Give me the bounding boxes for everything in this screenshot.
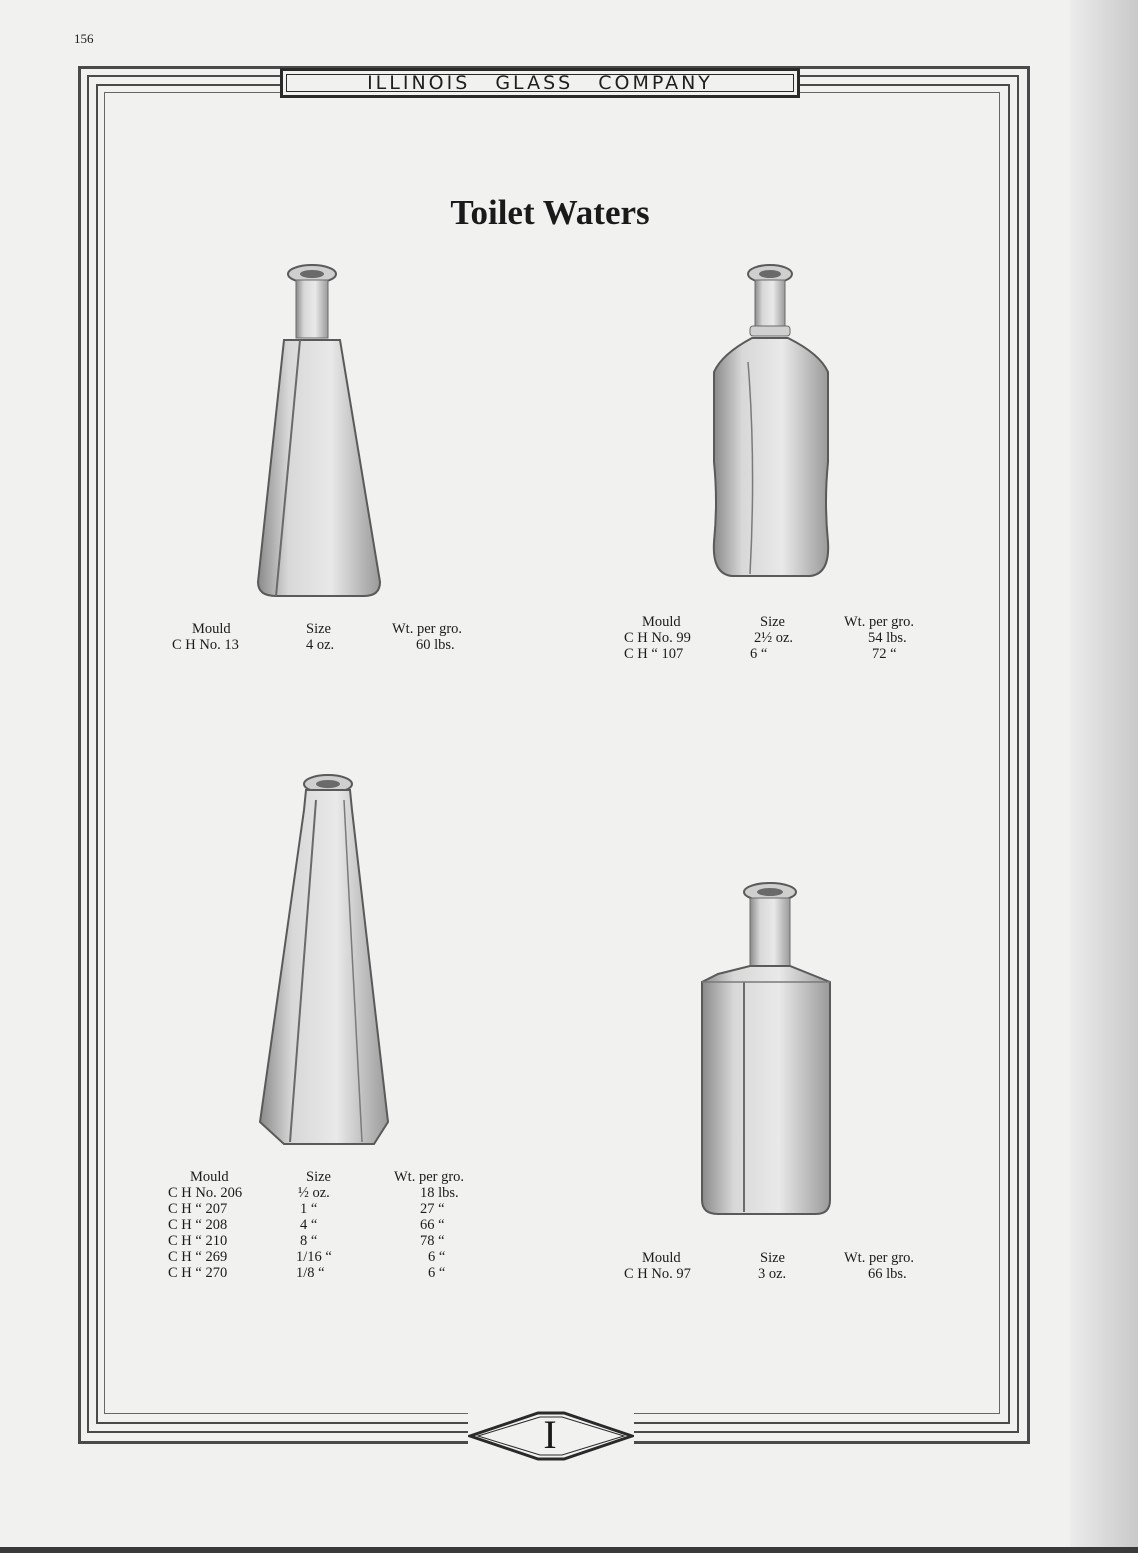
weight-cell: 72 “ (872, 646, 897, 662)
spec-header-row (166, 1169, 506, 1185)
spec-row (166, 1249, 506, 1265)
mould-cell: C H “ 207 (168, 1201, 228, 1217)
mould-cell: C H No. 99 (624, 630, 691, 646)
size-cell: 4 “ (300, 1217, 318, 1233)
company-header (280, 68, 800, 98)
weight-cell: 66 lbs. (868, 1266, 907, 1282)
spec-header-row (622, 1250, 962, 1266)
bottle-illustration-ch-97 (690, 878, 860, 1218)
page-title: Toilet Waters (450, 193, 650, 232)
size-cell: 2½ oz. (754, 630, 794, 646)
spec-row (166, 1217, 506, 1233)
weight-header: Wt. per gro. (844, 1250, 915, 1266)
size-cell: 3 oz. (758, 1266, 787, 1282)
bottle-illustration-ch-206 (250, 770, 400, 1150)
spec-row (622, 646, 952, 662)
scan-shadow-edge (1070, 0, 1138, 1553)
size-cell: 1/16 “ (296, 1249, 332, 1265)
spec-row (170, 637, 500, 653)
scan-bottom-edge (0, 1547, 1138, 1553)
spec-row (166, 1265, 506, 1281)
mould-cell: C H “ 269 (168, 1249, 228, 1265)
size-cell: ½ oz. (298, 1185, 330, 1201)
spec-row (166, 1185, 506, 1201)
mould-cell: C H No. 97 (624, 1266, 691, 1282)
size-header: Size (760, 1250, 785, 1266)
mould-header: Mould (642, 614, 681, 630)
spec-header-row (170, 621, 500, 637)
bottle-illustration-ch-13 (240, 262, 410, 602)
size-cell: 6 “ (750, 646, 768, 662)
company-name: ILLINOIS GLASS COMPANY (367, 72, 713, 94)
spec-row (166, 1233, 506, 1249)
weight-cell: 18 lbs. (420, 1185, 459, 1201)
spec-header-row (622, 614, 952, 630)
weight-header: Wt. per gro. (844, 614, 915, 630)
spec-row (622, 630, 952, 646)
spec-row (622, 1266, 962, 1282)
mould-cell: C H “ 107 (624, 646, 684, 662)
logo-letter: I (543, 1412, 557, 1457)
mould-header: Mould (190, 1169, 229, 1185)
mould-cell: C H No. 13 (172, 637, 239, 653)
weight-cell: 60 lbs. (416, 637, 455, 653)
size-cell: 4 oz. (306, 637, 335, 653)
mould-header: Mould (192, 621, 231, 637)
mould-header: Mould (642, 1250, 681, 1266)
bottle-illustration-ch-99 (700, 262, 850, 582)
size-header: Size (306, 1169, 331, 1185)
spec-row (166, 1201, 506, 1217)
weight-header: Wt. per gro. (394, 1169, 465, 1185)
weight-cell: 27 “ (420, 1201, 445, 1217)
size-cell: 1 “ (300, 1201, 318, 1217)
spec-table-ch-13 (170, 621, 500, 653)
spec-table-ch-99 (622, 614, 952, 662)
weight-cell: 6 “ (428, 1265, 446, 1281)
mould-cell: C H “ 208 (168, 1217, 228, 1233)
page-number: 156 (74, 31, 94, 46)
size-cell: 1/8 “ (296, 1265, 325, 1281)
mould-cell: C H No. 206 (168, 1185, 243, 1201)
weight-cell: 66 “ (420, 1217, 445, 1233)
size-cell: 8 “ (300, 1233, 318, 1249)
spec-table-ch-97 (622, 1250, 962, 1282)
mould-cell: C H “ 210 (168, 1233, 228, 1249)
weight-cell: 54 lbs. (868, 630, 907, 646)
weight-cell: 78 “ (420, 1233, 445, 1249)
weight-header: Wt. per gro. (392, 621, 463, 637)
mould-cell: C H “ 270 (168, 1265, 228, 1281)
weight-cell: 6 “ (428, 1249, 446, 1265)
size-header: Size (306, 621, 331, 637)
size-header: Size (760, 614, 785, 630)
spec-table-ch-206 (166, 1169, 506, 1281)
